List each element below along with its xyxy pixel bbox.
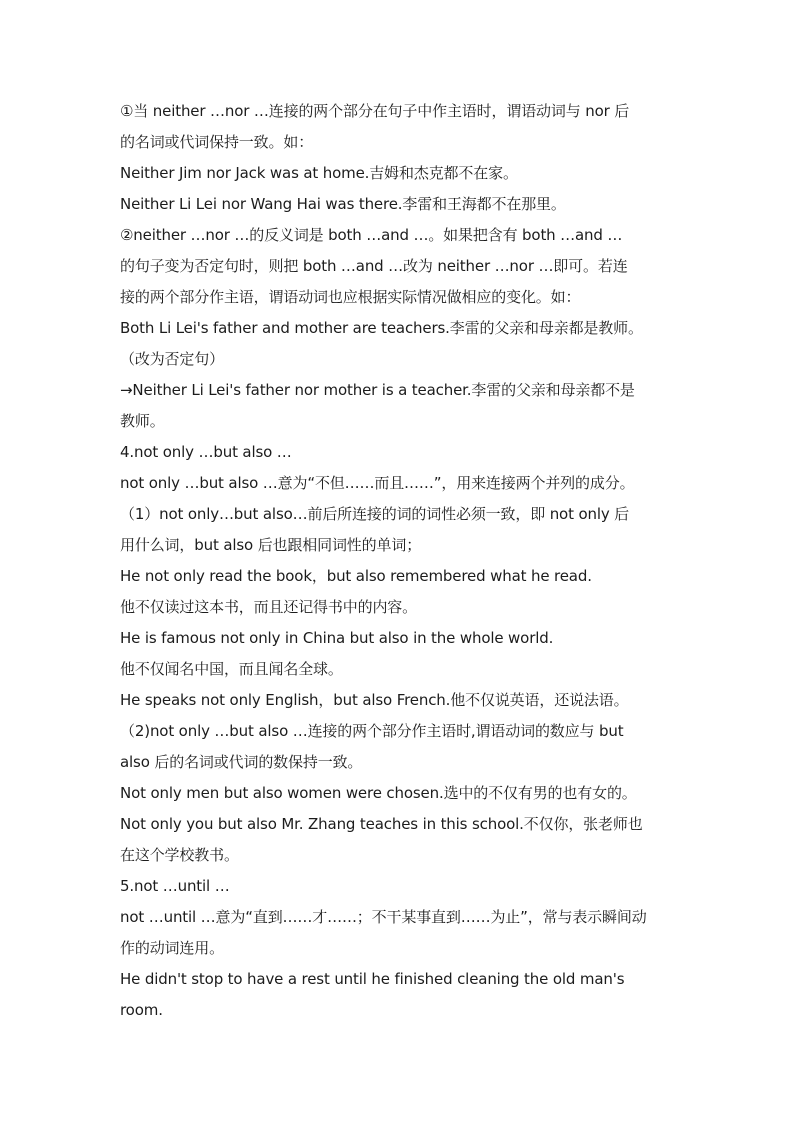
text-line: Both Li Lei's father and mother are teachers.李雷的父亲和母亲都是教师。: [120, 319, 643, 337]
text-line: 他不仅读过这本书，而且还记得书中的内容。: [120, 598, 418, 616]
text-line: not …until …意为“直到……才……；不干某事直到……为止”，常与表示瞬间动: [120, 908, 647, 926]
text-line: He not only read the book，but also remembered what he read.: [120, 567, 592, 585]
text-line: （改为否定句）: [120, 350, 224, 368]
text-line: He didn't stop to have a rest until he finished cleaning the old man's: [120, 970, 625, 988]
text-line: （2)not only …but also …连接的两个部分作主语时,谓语动词的数应与 but: [120, 722, 624, 740]
text-line: ①当 neither …nor …连接的两个部分在句子中作主语时，谓语动词与 nor 后: [120, 102, 630, 120]
text-line: 的名词或代词保持一致。如：: [120, 133, 314, 151]
text-line: not only …but also …意为“不但……而且……”，用来连接两个并列的成分。: [120, 474, 635, 492]
text-line: room.: [120, 1001, 163, 1019]
text-line: He is famous not only in China but also in the whole world.: [120, 629, 554, 647]
text-line: also 后的名词或代词的数保持一致。: [120, 753, 363, 771]
text-line: ②neither …nor …的反义词是 both …and …。如果把含有 both …and …: [120, 226, 623, 244]
text-line: →Neither Li Lei's father nor mother is a teacher.李雷的父亲和母亲都不是: [120, 381, 635, 399]
document-body: [120, 96, 690, 1026]
text-line: Neither Jim nor Jack was at home.吉姆和杰克都不在家。: [120, 164, 518, 182]
text-line: Neither Li Lei nor Wang Hai was there.李雷和王海都不在那里。: [120, 195, 566, 213]
text-line: （1）not only…but also…前后所连接的词的词性必须一致，即 not only 后: [120, 505, 630, 523]
text-line: 的句子变为否定句时，则把 both …and …改为 neither …nor …即可。若连: [120, 257, 628, 275]
text-line: 教师。: [120, 412, 165, 430]
text-line: 接的两个部分作主语，谓语动词也应根据实际情况做相应的变化。如：: [120, 288, 581, 306]
text-line: 在这个学校教书。: [120, 846, 239, 864]
text-line: 作的动词连用。: [120, 939, 224, 957]
section-heading: 5.not …until …: [120, 877, 230, 895]
text-line: Not only you but also Mr. Zhang teaches in this school.不仅你，张老师也: [120, 815, 643, 833]
text-line: He speaks not only English，but also French.他不仅说英语，还说法语。: [120, 691, 629, 709]
text-line: 用什么词，but also 后也跟相同词性的单词；: [120, 536, 422, 554]
section-heading: 4.not only …but also …: [120, 443, 292, 461]
text-line: Not only men but also women were chosen.选中的不仅有男的也有女的。: [120, 784, 637, 802]
text-line: 他不仅闻名中国，而且闻名全球。: [120, 660, 343, 678]
